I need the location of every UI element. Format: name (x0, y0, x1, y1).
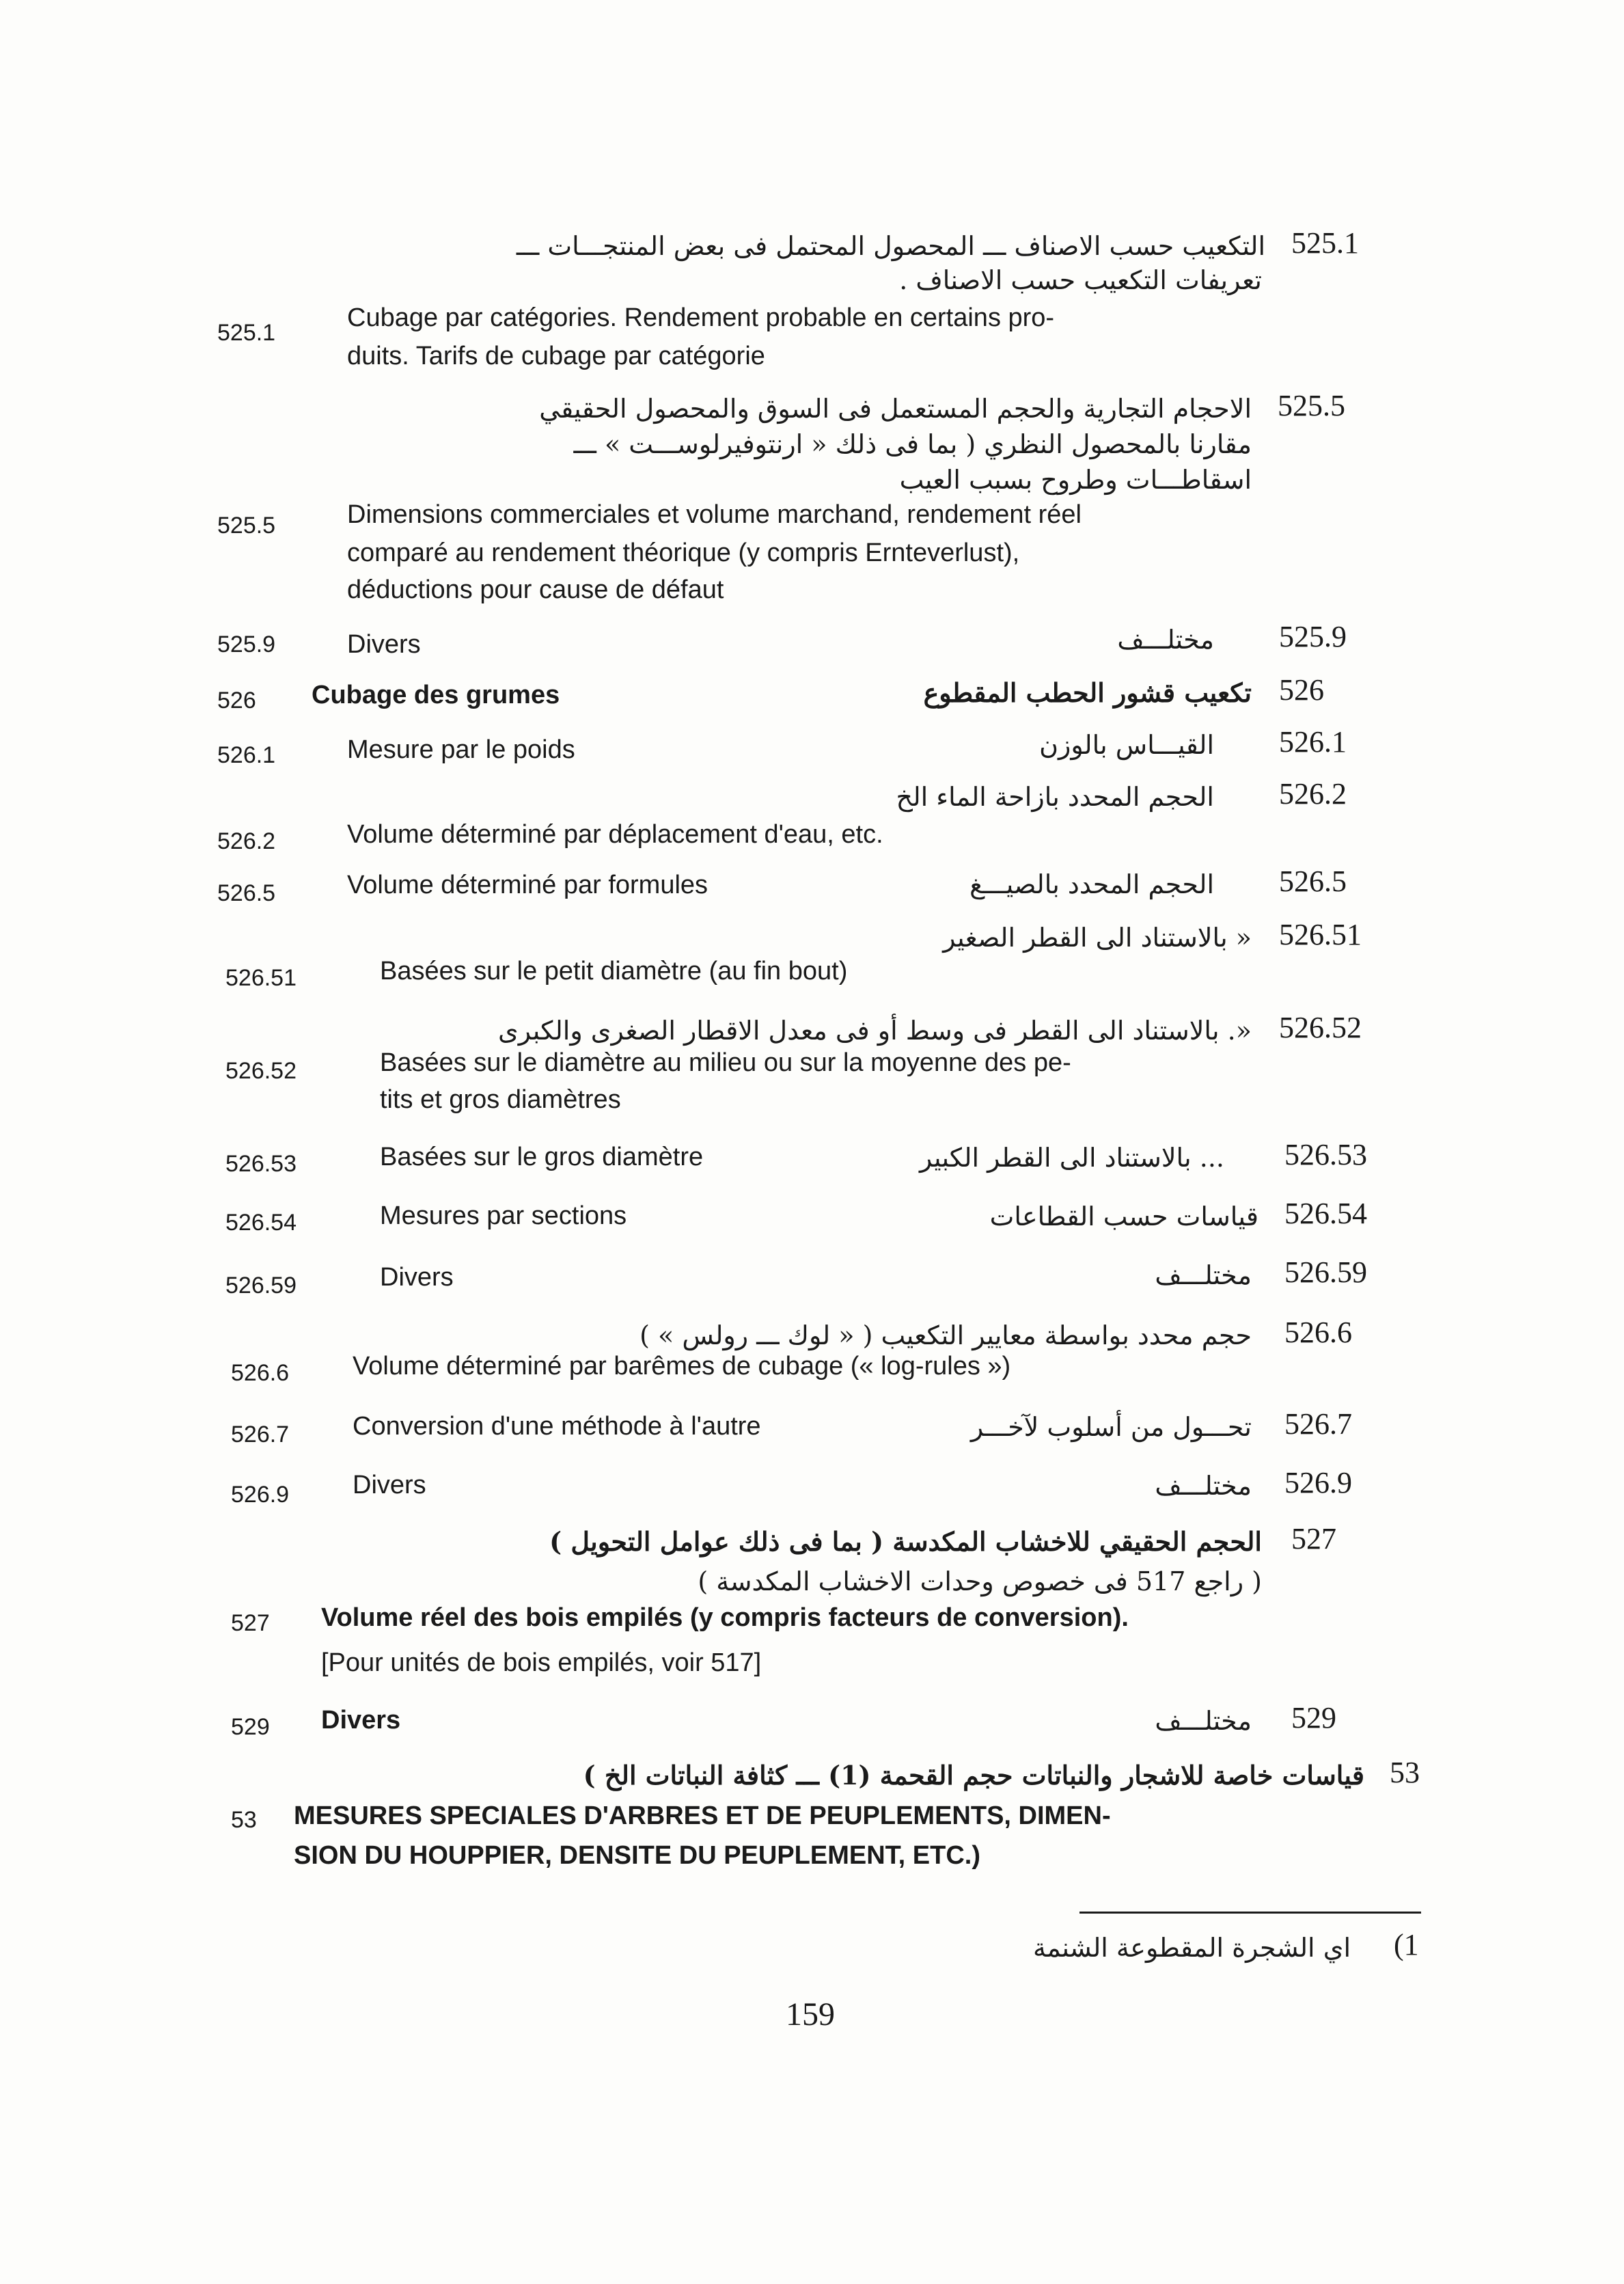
ar-text-53: قياسات خاصة للاشجار والنباتات حجم القحمة (1) ـــ كثافة النباتات الخ ) (583, 1760, 1364, 1791)
ar-text-526-53: ... بالاستناد الى القطر الكبير (920, 1143, 1224, 1173)
fr-code-526-9: 526.9 (231, 1482, 290, 1508)
ar-code-526-7: 526.7 (1284, 1407, 1352, 1441)
ar-text-525-5-line2: مقارنا بالمحصول النظري ( بما فى ذلك « ارنتوفيرلوســـت » ـــ (573, 429, 1252, 459)
ar-code-527: 527 (1291, 1522, 1336, 1555)
fr-text-53-line1: MESURES SPECIALES D'ARBRES ET DE PEUPLEMENTS, DIMEN- (294, 1802, 1111, 1830)
fr-text-525-1-line2: duits. Tarifs de cubage par catégorie (347, 342, 765, 370)
fr-text-53-line2: SION DU HOUPPIER, DENSITE DU PEUPLEMENT, ETC.) (294, 1841, 980, 1870)
fr-code-527: 527 (231, 1610, 270, 1636)
fr-text-526-51: Basées sur le petit diamètre (au fin bout) (380, 957, 848, 985)
fr-code-525-9: 525.9 (217, 631, 276, 657)
fr-text-526-1: Mesure par le poids (347, 735, 575, 764)
ar-code-526: 526 (1279, 673, 1324, 707)
ar-code-526-2: 526.2 (1279, 777, 1347, 811)
fr-text-526-6: Volume déterminé par barêmes de cubage (« log-rules ») (353, 1352, 1011, 1381)
ar-text-525-5-line1: الاحجام التجارية والحجم المستعمل فى السوق والمحصول الحقيقي (539, 394, 1252, 424)
ar-code-525-1: 525.1 (1291, 226, 1359, 260)
fr-code-526-7: 526.7 (231, 1422, 290, 1447)
fr-text-529: Divers (321, 1706, 401, 1735)
ar-code-529: 529 (1291, 1701, 1336, 1735)
fr-text-526-7: Conversion d'une méthode à l'autre (353, 1412, 761, 1441)
ar-code-526-52: 526.52 (1279, 1011, 1362, 1044)
ar-text-526-7: تحـــول من أسلوب لآخـــر (970, 1412, 1252, 1442)
fr-text-526-52-line2: tits et gros diamètres (380, 1085, 621, 1114)
ar-text-525-1-line1: التكعيب حسب الاصناف ـــ المحصول المحتمل فى بعض المنتجـــات ـــ (516, 231, 1265, 261)
fr-code-526-2: 526.2 (217, 828, 276, 854)
ar-text-527-line1: الحجم الحقيقي للاخشاب المكدسة ( بما فى ذلك عوامل التحويل ) (549, 1526, 1262, 1557)
fr-text-526-5: Volume déterminé par formules (347, 871, 708, 899)
footnote-marker: (1 (1394, 1928, 1419, 1961)
fr-text-526-9: Divers (353, 1471, 426, 1499)
footnote-text: اي الشجرة المقطوعة الشنمة (1033, 1933, 1351, 1963)
fr-text-526: Cubage des grumes (312, 681, 560, 709)
fr-code-526-52: 526.52 (225, 1058, 297, 1084)
fr-code-526: 526 (217, 688, 256, 713)
ar-code-526-51: 526.51 (1279, 918, 1362, 951)
page-number: 159 (786, 1996, 835, 2033)
fr-code-526-1: 526.1 (217, 742, 276, 768)
fr-code-525-5: 525.5 (217, 513, 276, 539)
ar-code-526-54: 526.54 (1284, 1197, 1367, 1230)
ar-code-526-1: 526.1 (1279, 725, 1347, 759)
fr-text-525-5-line3: déductions pour cause de défaut (347, 575, 724, 604)
ar-code-526-53: 526.53 (1284, 1138, 1367, 1171)
fr-text-526-54: Mesures par sections (380, 1201, 627, 1230)
ar-text-526-51: « بالاستناد الى القطر الصغير (943, 923, 1252, 953)
fr-code-525-1: 525.1 (217, 320, 276, 346)
ar-text-526-2: الحجم المحدد بازاحة الماء الخ (896, 782, 1214, 812)
ar-code-526-59: 526.59 (1284, 1255, 1367, 1289)
ar-text-525-9: مختلـــف (1117, 625, 1214, 655)
ar-text-526-9: مختلـــف (1155, 1471, 1252, 1501)
ar-text-526-54: قياسات حسب القطاعات (989, 1201, 1258, 1232)
fr-text-525-5-line1: Dimensions commerciales et volume marchand, rendement réel (347, 500, 1082, 529)
ar-code-525-9: 525.9 (1279, 620, 1347, 653)
fr-text-526-53: Basées sur le gros diamètre (380, 1143, 704, 1171)
ar-code-525-5: 525.5 (1278, 389, 1345, 422)
fr-text-525-9: Divers (347, 630, 421, 659)
ar-code-53: 53 (1390, 1756, 1420, 1789)
ar-text-526: تكعيب قشور الحطب المقطوع (923, 677, 1252, 708)
ar-text-526-5: الحجم المحدد بالصيـــغ (969, 869, 1214, 899)
ar-code-526-6: 526.6 (1284, 1316, 1352, 1349)
ar-text-526-59: مختلـــف (1155, 1260, 1252, 1290)
ar-text-526-6: حجم محدد بواسطة معايير التكعيب ( « لوك ـــ رولس » ) (639, 1320, 1252, 1350)
ar-text-526-52: «. بالاستناد الى القطر فى وسط أو فى معدل الاقطار الصغرى والكبرى (498, 1016, 1252, 1046)
ar-text-525-1-line2: تعريفات التكعيب حسب الاصناف . (899, 265, 1262, 295)
ar-code-526-9: 526.9 (1284, 1466, 1352, 1499)
ar-text-527-line2: ( راجع 517 فى خصوص وحدات الاخشاب المكدسة ) (698, 1566, 1262, 1596)
ar-text-529: مختلـــف (1155, 1706, 1252, 1736)
fr-text-526-59: Divers (380, 1263, 454, 1292)
fr-text-526-2: Volume déterminé par déplacement d'eau, etc. (347, 820, 883, 849)
fr-code-526-54: 526.54 (225, 1210, 297, 1236)
fr-code-526-6: 526.6 (231, 1360, 290, 1386)
fr-code-526-5: 526.5 (217, 880, 276, 906)
ar-text-525-5-line3: اسقاطـــات وطروح بسبب العيب (899, 465, 1252, 495)
fr-text-527-line1: Volume réel des bois empilés (y compris facteurs de conversion). (321, 1603, 1129, 1632)
fr-text-525-1-line1: Cubage par catégories. Rendement probable en certains pro- (347, 303, 1055, 332)
fr-text-527-line2: [Pour unités de bois empilés, voir 517] (321, 1648, 762, 1677)
fr-code-53: 53 (231, 1807, 257, 1833)
footnote-separator (1079, 1912, 1421, 1914)
fr-code-526-59: 526.59 (225, 1273, 297, 1299)
fr-code-529: 529 (231, 1714, 270, 1740)
fr-code-526-51: 526.51 (225, 965, 297, 991)
fr-text-525-5-line2: comparé au rendement théorique (y compris Ernteverlust), (347, 539, 1020, 567)
fr-code-526-53: 526.53 (225, 1151, 297, 1177)
ar-text-526-1: القيـــاس بالوزن (1039, 730, 1214, 760)
fr-text-526-52-line1: Basées sur le diamètre au milieu ou sur la moyenne des pe- (380, 1048, 1071, 1077)
ar-code-526-5: 526.5 (1279, 865, 1347, 898)
